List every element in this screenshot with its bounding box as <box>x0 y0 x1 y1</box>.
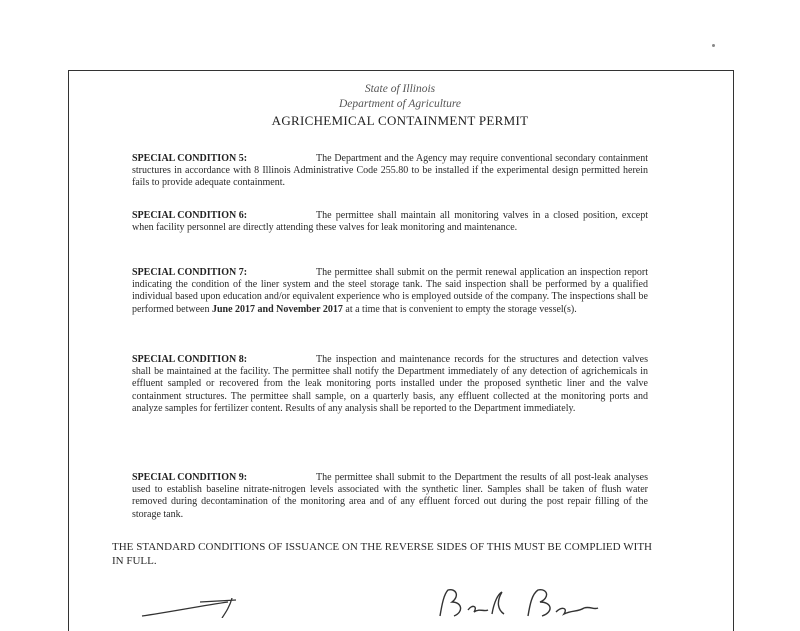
special-condition-6 <box>132 210 648 234</box>
permit-header <box>68 82 732 128</box>
special-condition-8 <box>132 354 648 415</box>
condition-text: The inspection and maintenance records for the structures and detection valves shall be maintained at the facility. The permittee shall notify the Department immediately of any detection of agrichemicals in effluent sampled or recovered from the leak monitoring ports installed under the proposed synthetic liner and the valve containment structures. The permittee shall sample, on a quarterly basis, any effluent collected at the monitoring ports and analyze samples for fertilizer content. Results of any analysis shall be reported to the Department immediately. <box>132 354 648 414</box>
special-condition-7 <box>132 267 648 316</box>
condition-text: The permittee shall submit on the permit renewal application an inspection report indicating the condition of the liner system and the steel storage tank. The said inspection shall be performed by a qualified individual based upon education and/or equivalent experience who is employed outside of the company. The inspections shall be performed between <box>132 267 648 315</box>
signature-right <box>432 586 602 618</box>
condition-label: SPECIAL CONDITION 7: <box>132 267 248 278</box>
condition-label: SPECIAL CONDITION 6: <box>132 210 248 221</box>
special-condition-5 <box>132 153 648 190</box>
standard-conditions-notice: THE STANDARD CONDITIONS OF ISSUANCE ON THE REVERSE SIDES OF THIS MUST BE COMPLIED WITH IN FULL. <box>112 541 652 567</box>
department-name: Department of Agriculture <box>338 98 461 110</box>
permit-title: AGRICHEMICAL CONTAINMENT PERMIT <box>271 113 529 128</box>
condition-label: SPECIAL CONDITION 9: <box>132 472 248 483</box>
condition-text-end: at a time that is convenient to empty the storage vessel(s). <box>342 303 577 315</box>
condition-text: The permittee shall submit to the Department the results of all post-leak analyses used to establish baseline nitrate-nitrogen levels associated with the synthetic liner. Samples shall be taken of flush water removed during decontamination of the monitoring area and of any effluent forced out during the post repair filling of the storage tank. <box>132 472 648 520</box>
special-condition-9 <box>132 472 648 521</box>
scan-speck <box>712 44 715 47</box>
condition-label: SPECIAL CONDITION 8: <box>132 354 248 365</box>
signature-left <box>140 598 260 618</box>
state-name: State of Illinois <box>364 83 436 95</box>
condition-text: The Department and the Agency may require conventional secondary containment structures in accordance with 8 Illinois Administrative Code 255.80 to be installed if the experimental design permitted herein fails to provide adequate containment. <box>132 153 648 189</box>
condition-label: SPECIAL CONDITION 5: <box>132 153 248 164</box>
inspection-dates: June 2017 and November 2017 <box>211 303 343 315</box>
condition-text: The permittee shall maintain all monitoring valves in a closed position, except when facility personnel are directly attending these valves for leak monitoring and maintenance. <box>132 210 648 234</box>
